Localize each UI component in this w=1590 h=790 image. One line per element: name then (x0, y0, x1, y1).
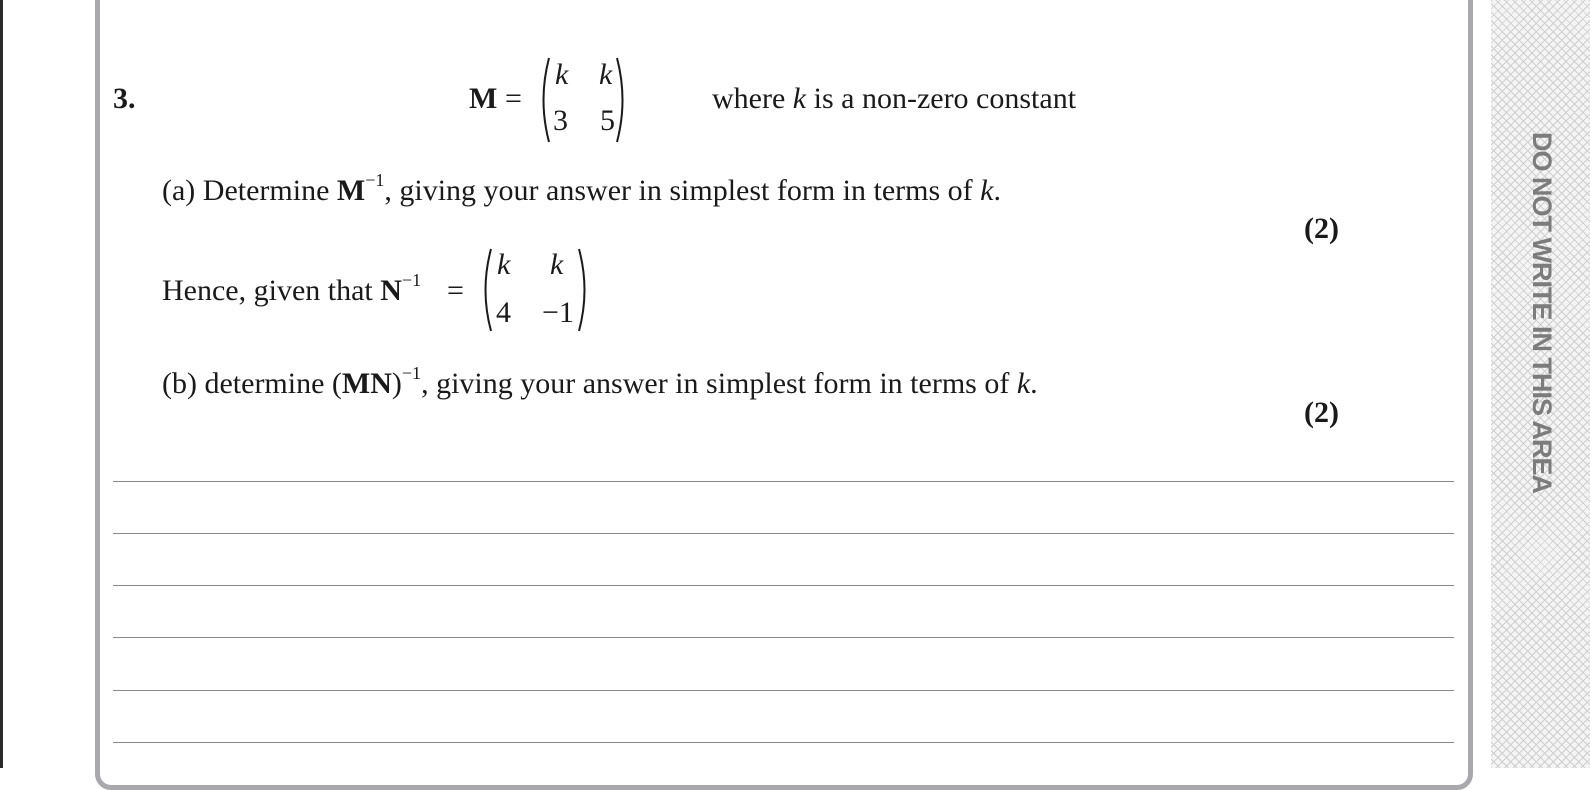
answer-line[interactable] (113, 481, 1454, 482)
answer-line[interactable] (113, 637, 1454, 638)
matrix-n-left-paren (478, 247, 494, 333)
matrix-m-right-paren (614, 56, 630, 144)
margin-notice: DO NOT WRITE IN THIS AREA (1527, 132, 1557, 493)
hence-statement: Hence, given that $N^{-1}$ (162, 270, 422, 307)
matrix-m-left-paren (536, 56, 552, 144)
matrix-n-cell: −1 (542, 296, 574, 329)
part-b-marks: (2) (1304, 396, 1339, 429)
answer-line[interactable] (113, 690, 1454, 691)
part-b-text: (b) determine (MN)$^{-1}$, giving your answer in simplest form in terms of k. (162, 363, 1038, 400)
question-number: 3. (113, 82, 136, 115)
matrix-m-cell: k (599, 58, 613, 91)
constant-condition: where k is a non-zero constant (712, 82, 1077, 115)
answer-line[interactable] (113, 533, 1454, 534)
matrix-m-cell: 5 (600, 104, 615, 137)
matrix-n-cell: 4 (496, 296, 511, 329)
matrix-n-cell: k (550, 248, 564, 281)
matrix-m-cell: k (555, 58, 569, 91)
matrix-n-inverse-equals: = (447, 274, 464, 307)
answer-line[interactable] (113, 585, 1454, 586)
answer-line[interactable] (113, 742, 1454, 743)
page-edge (0, 0, 3, 768)
matrix-n-cell: k (497, 248, 511, 281)
matrix-m-label: M (469, 82, 498, 115)
matrix-m-equals: = (505, 82, 522, 115)
part-a-marks: (2) (1304, 212, 1339, 245)
part-a-text: (a) Determine $M^{-1}$, giving your answer in simplest form in terms of k. (162, 170, 1001, 207)
matrix-n-right-paren (576, 247, 592, 333)
matrix-m-cell: 3 (553, 104, 568, 137)
